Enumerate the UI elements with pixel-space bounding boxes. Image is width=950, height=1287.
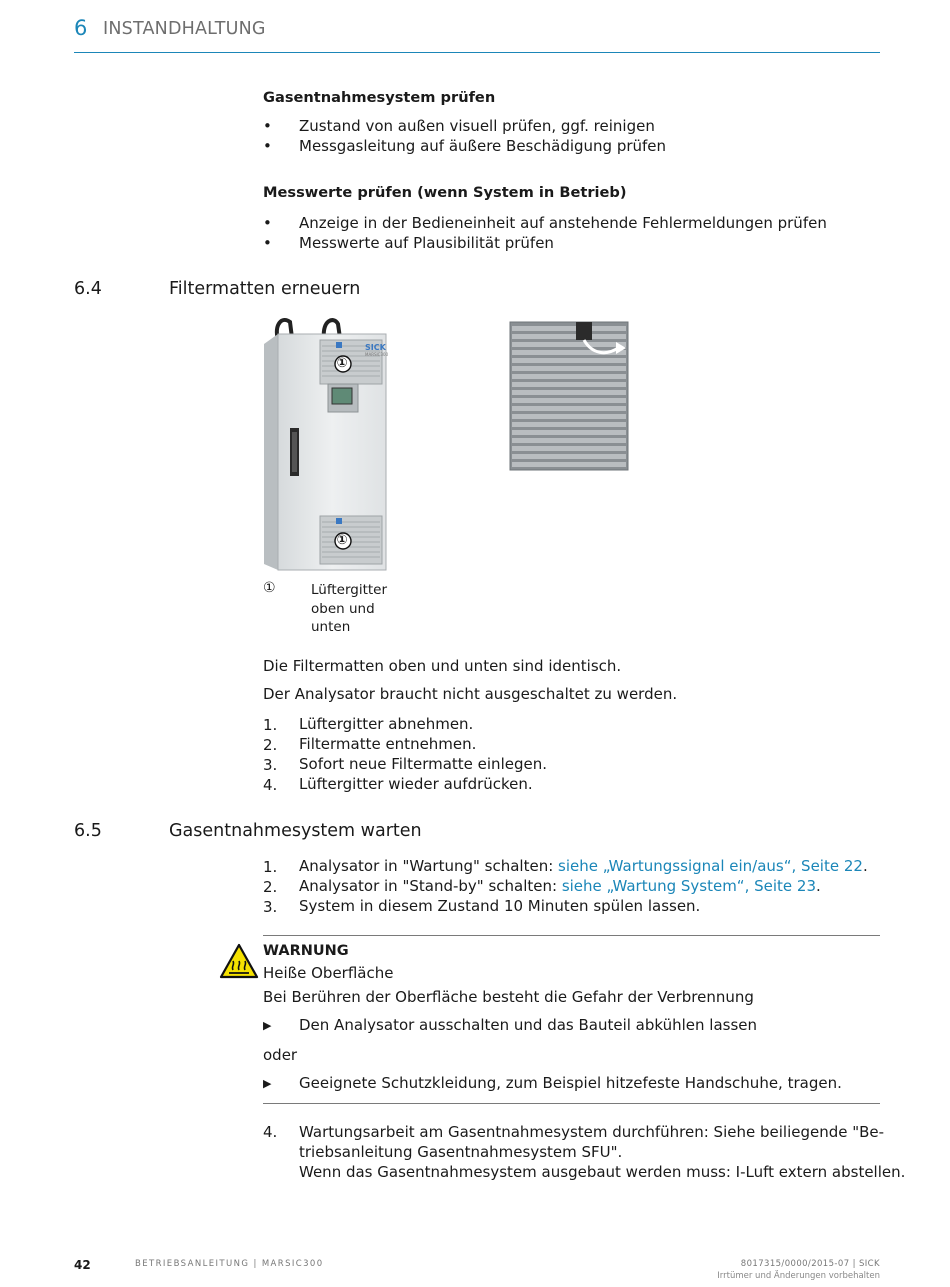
step-text: Filtermatte entnehmen. bbox=[299, 735, 477, 753]
footer-doc-title: BETRIEBSANLEITUNG | MARSIC300 bbox=[135, 1259, 324, 1269]
legend-line: oben und bbox=[311, 600, 375, 617]
model-label: MARSIC300 bbox=[365, 352, 389, 357]
step-line: Wartungsarbeit am Gasentnahmesystem durchführen: Siehe beiliegende "Be- bbox=[299, 1123, 885, 1141]
section-title: Filtermatten erneuern bbox=[169, 279, 361, 299]
footer-note: Irrtümer und Änderungen vorbehalten bbox=[717, 1271, 880, 1281]
section-title: Gasentnahmesystem warten bbox=[169, 821, 422, 841]
arrow-right-icon: ▶ bbox=[263, 1077, 272, 1090]
warning-bottom-rule bbox=[263, 1103, 880, 1104]
step-text-pre: Analysator in "Wartung" schalten: bbox=[299, 857, 559, 875]
list-item: Anzeige in der Bedieneinheit auf anstehende Fehlermeldungen prüfen bbox=[299, 214, 827, 232]
bullet-icon: • bbox=[263, 137, 272, 155]
step-number: 1. bbox=[263, 858, 278, 876]
step-line: Wenn das Gasentnahmesystem ausgebaut werden muss: I-Luft extern abstellen. bbox=[299, 1163, 906, 1181]
hot-surface-warning-icon bbox=[219, 943, 259, 979]
callout-bottom: ① bbox=[336, 533, 348, 548]
check-values-title: Messwerte prüfen (wenn System in Betrieb) bbox=[263, 184, 627, 201]
cross-reference-link[interactable]: siehe „Wartung System“, Seite 23 bbox=[561, 877, 817, 895]
step-number: 1. bbox=[263, 716, 278, 734]
callout-top: ① bbox=[336, 356, 348, 371]
step-number: 4. bbox=[263, 1123, 278, 1141]
legend-text bbox=[311, 581, 387, 637]
step-number: 4. bbox=[263, 776, 278, 794]
bullet-icon: • bbox=[263, 214, 272, 232]
step-number: 2. bbox=[263, 878, 278, 896]
step-text: Lüftergitter wieder aufdrücken. bbox=[299, 775, 533, 793]
step-text: Sofort neue Filtermatte einlegen. bbox=[299, 755, 547, 773]
paragraph: Die Filtermatten oben und unten sind identisch. bbox=[263, 657, 622, 675]
step-line: triebsanleitung Gasentnahmesystem SFU". bbox=[299, 1143, 623, 1161]
arrow-right-icon: ▶ bbox=[263, 1019, 272, 1032]
page-number: 42 bbox=[74, 1258, 91, 1272]
step-text: System in diesem Zustand 10 Minuten spülen lassen. bbox=[299, 897, 701, 915]
list-item: Messwerte auf Plausibilität prüfen bbox=[299, 234, 554, 252]
chapter-title: INSTANDHALTUNG bbox=[103, 19, 266, 39]
warning-or: oder bbox=[263, 1046, 298, 1064]
check-gas-title: Gasentnahmesystem prüfen bbox=[263, 89, 496, 106]
fan-grille-figure bbox=[506, 318, 632, 472]
step-text-post: . bbox=[862, 857, 868, 875]
warning-subtitle: Heiße Oberfläche bbox=[263, 964, 394, 982]
list-item: Zustand von außen visuell prüfen, ggf. reinigen bbox=[299, 117, 655, 135]
header-rule bbox=[74, 52, 880, 53]
warning-label: WARNUNG bbox=[263, 943, 349, 959]
step-text bbox=[299, 1122, 905, 1182]
legend-line: Lüftergitter bbox=[311, 582, 388, 598]
section-number: 6.4 bbox=[74, 279, 102, 299]
footer-reference: 8017315/0000/2015-07 | SICK bbox=[740, 1259, 880, 1269]
warning-text: Bei Berühren der Oberfläche besteht die Gefahr der Verbrennung bbox=[263, 988, 754, 1006]
step-text bbox=[299, 877, 821, 895]
warning-action: Den Analysator ausschalten und das Bauteil abkühlen lassen bbox=[299, 1016, 758, 1034]
cross-reference-link[interactable]: siehe „Wartungssignal ein/aus“, Seite 22 bbox=[558, 857, 863, 875]
step-number: 3. bbox=[263, 898, 278, 916]
paragraph: Der Analysator braucht nicht ausgeschaltet zu werden. bbox=[263, 685, 678, 703]
warning-top-rule bbox=[263, 935, 880, 936]
warning-action: Geeignete Schutzkleidung, zum Beispiel hitzefeste Handschuhe, tragen. bbox=[299, 1074, 842, 1092]
bullet-icon: • bbox=[263, 234, 272, 252]
legend-line: unten bbox=[311, 619, 351, 635]
step-text-post: . bbox=[816, 877, 821, 895]
brand-logo: SICK bbox=[365, 343, 386, 352]
legend-mark: ① bbox=[263, 580, 276, 596]
step-text: Lüftergitter abnehmen. bbox=[299, 715, 474, 733]
bullet-icon: • bbox=[263, 117, 272, 135]
chapter-number: 6 bbox=[74, 16, 88, 40]
step-number: 2. bbox=[263, 736, 278, 754]
step-number: 3. bbox=[263, 756, 278, 774]
list-item: Messgasleitung auf äußere Beschädigung prüfen bbox=[299, 137, 667, 155]
section-number: 6.5 bbox=[74, 821, 102, 841]
step-text bbox=[299, 857, 868, 875]
step-text-pre: Analysator in "Stand-by" schalten: bbox=[299, 877, 562, 895]
